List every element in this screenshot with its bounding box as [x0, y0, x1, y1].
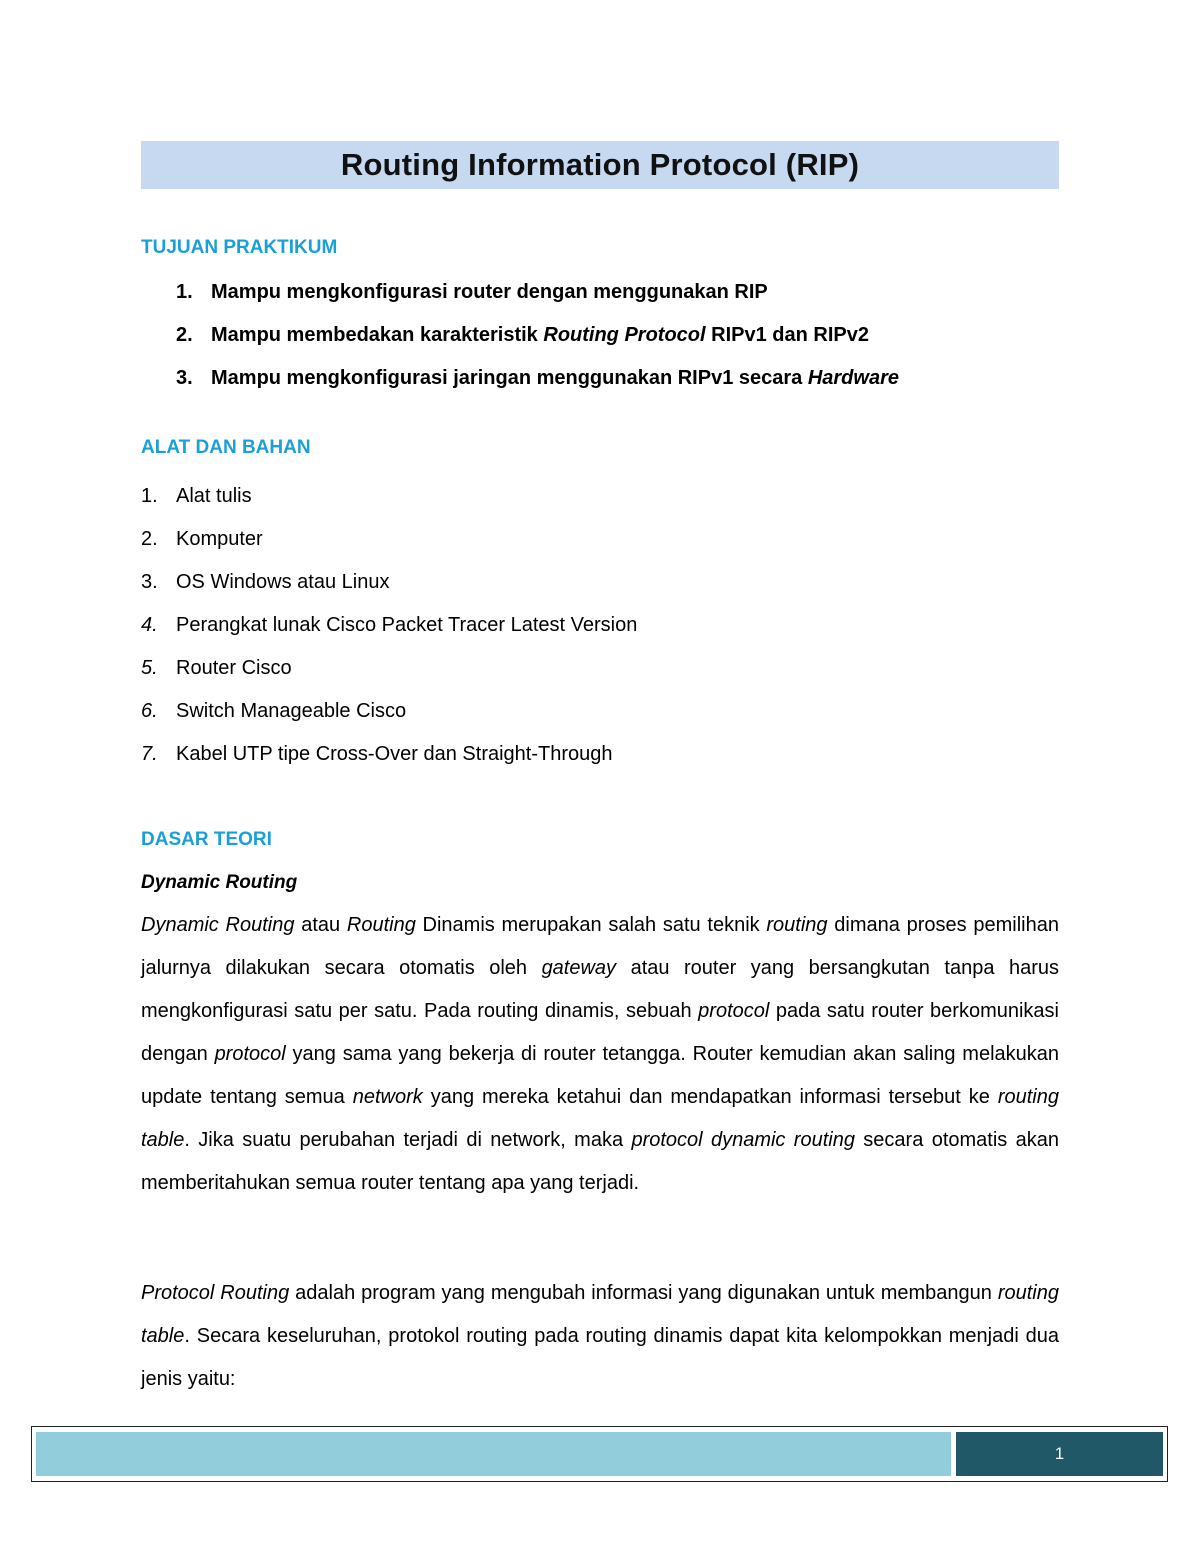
list-text: Mampu mengkonfigurasi router dengan menggunakan RIP [211, 281, 768, 303]
list-text: Mampu membedakan karakteristik Routing Protocol RIPv1 dan RIPv2 [211, 324, 869, 346]
paragraph-dynamic-routing: Dynamic Routing atau Routing Dinamis merupakan salah satu teknik routing dimana proses pemilihan jalurnya dilakukan secara otomatis oleh gateway atau router yang bersangkutan tanpa harus mengkonfigurasi satu per satu. Pada routing dinamis, sebuah protocol pada satu router berkomunikasi dengan protocol yang sama yang bekerja di router tetangga. Router kemudian akan saling melakukan update tentang semua network yang mereka ketahui dan mendapatkan informasi tersebut ke routing table. Jika suatu perubahan terjadi di network, maka protocol dynamic routing secara otomatis akan memberitahukan semua router tentang apa yang terjadi. [141, 914, 1060, 1194]
list-number: 2. [141, 528, 158, 550]
list-number: 1. [176, 281, 193, 303]
italic-term: routing [766, 914, 828, 936]
page-number: 1 [1054, 1444, 1065, 1463]
list-text: Kabel UTP tipe Cross-Over dan Straight-Through [176, 743, 613, 765]
list-text: Switch Manageable Cisco [176, 700, 407, 722]
list-text: Perangkat lunak Cisco Packet Tracer Latest Version [176, 614, 638, 636]
list-text: OS Windows atau Linux [176, 571, 390, 593]
list-text: Mampu mengkonfigurasi jaringan menggunakan RIPv1 secara Hardware [211, 367, 899, 389]
footer-bar [36, 1432, 951, 1476]
italic-term: protocol dynamic routing [631, 1129, 855, 1151]
paragraph-protocol-routing: Protocol Routing adalah program yang mengubah informasi yang digunakan untuk membangun routing table. Secara keseluruhan, protokol routing pada routing dinamis dapat kita kelompokkan menjadi dua jenis yaitu: [141, 1282, 1059, 1390]
italic-term: routing table [141, 1086, 1059, 1151]
list-text: Router Cisco [176, 657, 292, 679]
subheading-dynamic-routing: Dynamic Routing [141, 872, 298, 893]
list-number: 5. [141, 657, 158, 679]
heading-tujuan: TUJUAN PRAKTIKUM [141, 237, 338, 258]
italic-term: network [352, 1086, 423, 1108]
page-title: Routing Information Protocol (RIP) [340, 147, 860, 182]
list-number: 3. [141, 571, 158, 593]
list-text: Alat tulis [176, 485, 252, 507]
list-number: 4. [141, 614, 158, 636]
italic-term: Routing Protocol [543, 324, 706, 346]
heading-dasar-teori: DASAR TEORI [141, 829, 272, 850]
list-number: 1. [141, 485, 158, 507]
italic-term: Routing [346, 914, 416, 936]
italic-term: routing table [141, 1282, 1059, 1347]
list-number: 7. [141, 743, 158, 765]
footer-page-box [956, 1432, 1163, 1476]
italic-term: protocol [214, 1043, 286, 1065]
list-number: 2. [176, 324, 193, 346]
italic-term: Dynamic Routing [141, 914, 295, 936]
italic-term: Hardware [807, 367, 899, 389]
italic-term: gateway [541, 957, 617, 979]
italic-term: protocol [698, 1000, 770, 1022]
list-number: 6. [141, 700, 158, 722]
heading-alat: ALAT DAN BAHAN [141, 437, 311, 458]
list-number: 3. [176, 367, 193, 389]
title-band [141, 141, 1059, 189]
list-text: Komputer [176, 528, 263, 550]
italic-term: Protocol Routing [141, 1282, 290, 1304]
